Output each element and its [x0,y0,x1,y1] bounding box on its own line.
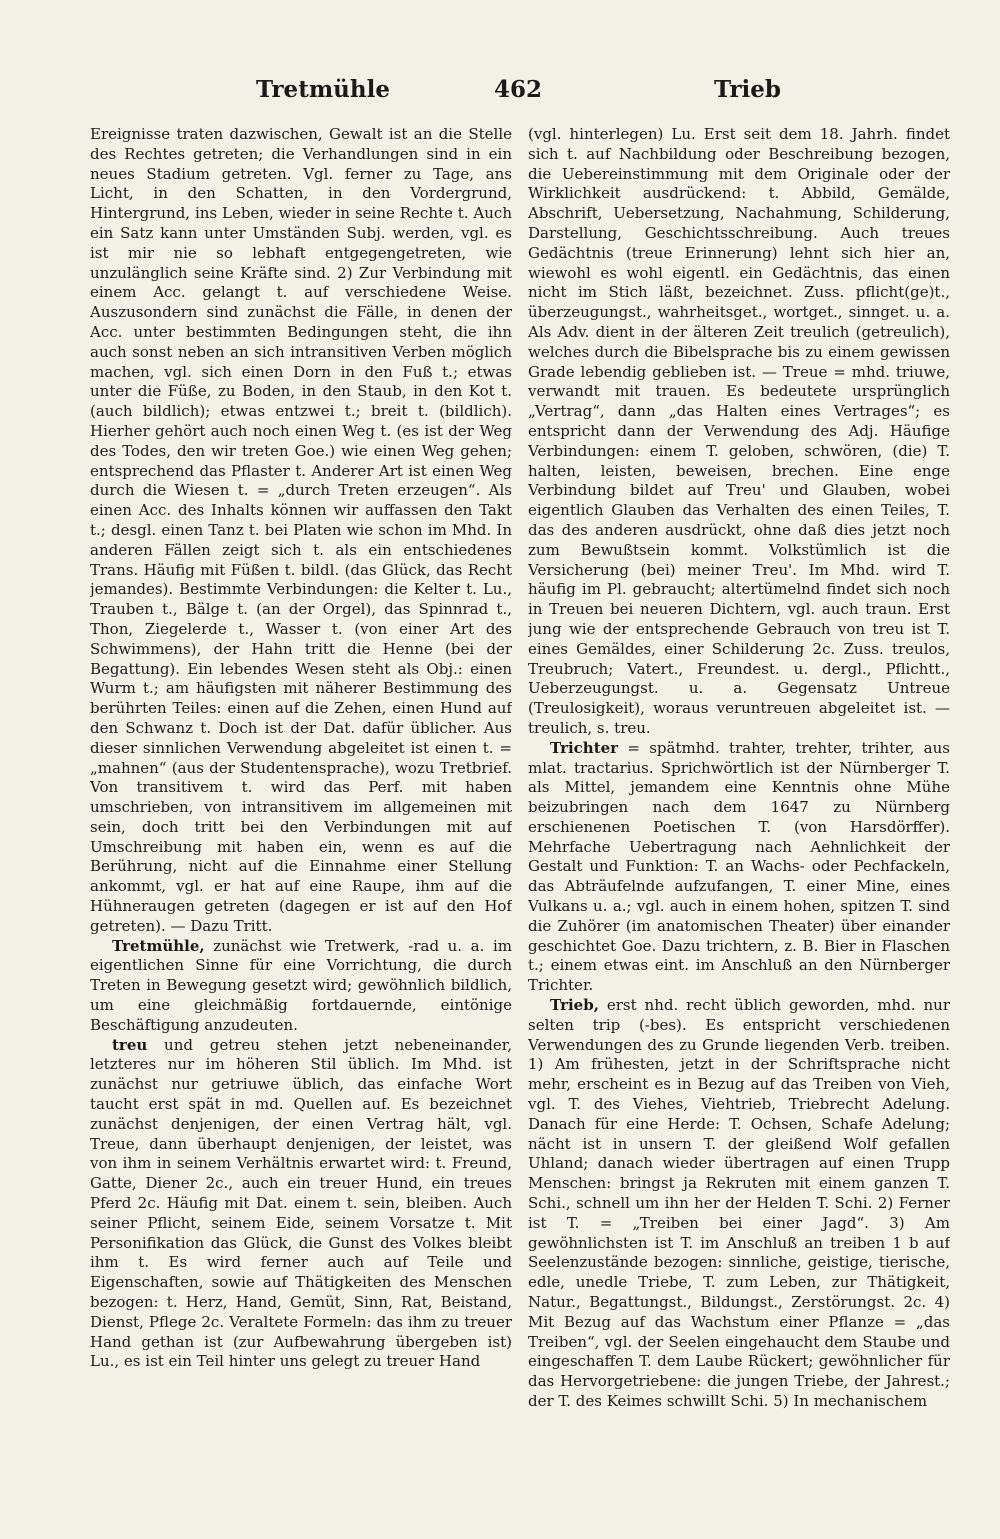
entry-lemma: Tretmühle, [112,936,205,955]
entry-tretmuehle [90,937,512,1036]
entry-text: zunächst wie Tretwerk, -rad u. a. im eigentlichen Sinne für eine Vorrichtung, die durch Treten in Bewegung gesetzt wird; gewöhnlich bildlich, um eine gleichmäßig fortdauernde, eintönige Beschäftigung anzudeuten. [90,936,512,1034]
entry-lemma: Trichter [550,738,619,757]
right-column [528,125,950,1435]
entry-trichter [528,739,950,996]
header-right-catchword: Trieb [714,76,782,103]
left-column [90,125,512,1435]
entry-continuation [90,125,512,937]
entry-treu [90,1036,512,1373]
entry-continuation [528,125,950,739]
entry-text: Ereignisse traten dazwischen, Gewalt ist an die Stelle des Rechtes getreten; die Verhandlungen sind in ein neues Stadium getreten. Vgl. ferner zu Tage, ans Licht, in den Schatten, in den Vordergrund, Hintergrund, ins Leben, wieder in seine Rechte t. Auch ein Satz kann unter Umständen Subj. werden, vgl. es ist mir nie so lebhaft entgegengetreten, wie unzulänglich seine Kräfte sind. 2) Zur Verbindung mit einem Acc. gelangt t. auf verschiedene Weise. Auszusondern sind zunächst die Fälle, in denen der Acc. unter bestimmten Bedingungen steht, die ihn auch sonst neben an sich intransitiven Verben möglich machen, vgl. sich einen Dorn in den Fuß t.; etwas unter die Füße, zu Boden, in den Staub, in den Kot t. (auch bildlich); etwas entzwei t.; breit t. (bildlich). Hierher gehört auch noch einen Weg t. (es ist der Weg des Todes, den wir treten Goe.) wie einen Weg gehen; entsprechend das Pflaster t. Anderer Art ist einen Weg durch die Wiesen t. = „durch Treten erzeugen“. Als einen Acc. des Inhalts können wir auffassen den Takt t.; desgl. einen Tanz t. bei Platen wie schon im Mhd. In anderen Fällen zeigt sich t. als ein entschiedenes Trans. Häufig mit Füßen t. bildl. (das Glück, das Recht jemandes). Bestimmte Verbindungen: die Kelter t. Lu., Trauben t., Bälge t. (an der Orgel), das Spinnrad t., Thon, Ziegelerde t., Wasser t. (von einer Art des Schwimmens), der Hahn tritt die Henne (bei der Begattung). Ein lebendes Wesen steht als Obj.: einen Wurm t.; am häufigsten mit näherer Bestimmung des berührten Teiles: einen auf die Zehen, einen Hund auf den Schwanz t. Doch ist der Dat. dafür üblicher. Aus dieser sinnlichen Verwendung abgeleitet ist einen t. = „mahnen“ (aus der Studentensprache), wozu Tretbrief. Von transitivem t. wird das Perf. mit haben umschrieben, von intransitivem im allgemeinen mit sein, doch tritt bei den Verbindungen mit auf Umschreibung mit haben ein, wenn es auf die Berührung, nicht auf die Einnahme einer Stellung ankommt, vgl. er hat auf eine Raupe, ihm auf die Hühneraugen getreten (dagegen er ist auf den Hof getreten). — Dazu Tritt. [90,125,512,935]
page-number: 462 [494,76,543,103]
entry-text: erst nhd. recht üblich geworden, mhd. nur selten trip (-bes). Es entspricht verschiedenen Verwendungen des zu Grunde liegenden Verb. treiben. 1) Am frühesten, jetzt in der Schriftsprache nicht mehr, erscheint es in Bezug auf das Treiben von Vieh, vgl. T. des Viehes, Viehtrieb, Triebrecht Adelung. Danach für eine Herde: T. Ochsen, Schafe Adelung; nächt ist in unsern T. der gleißend Wolf gefallen Uhland; danach wieder übertragen auf einen Trupp Menschen: bringst ja Rekruten mit einem ganzen T. Schi., schnell um ihn her der Helden T. Schi. 2) Ferner ist T. = „Treiben bei einer Jagd“. 3) Am gewöhnlichsten ist T. im Anschluß an treiben 1 b auf Seelenzustände bezogen: sinnliche, geistige, tierische, edle, unedle Triebe, T. zum Leben, zur Thätigkeit, Natur., Begattungst., Bildungst., Zerstörungst. 2c. 4) Mit Bezug auf das Wachstum einer Pflanze = „das Treiben“, vgl. der Seelen eingehaucht dem Staube und eingeschaffen T. dem Laube Rückert; gewöhnlicher für das Hervorgetriebene: die jungen Triebe, der Jahrest.; der T. des Keimes schwillt Schi. 5) In mechanischem [528,996,950,1410]
running-header [86,76,956,116]
entry-lemma: Trieb, [550,996,599,1015]
entry-text: = spätmhd. trahter, trehter, trihter, aus mlat. tractarius. Sprichwörtlich ist der Nürnberger T. als Mittel, jemandem eine Kenntnis ohne Mühe beizubringen nach dem 1647 zu Nürnberg erschienenen Poetischen T. (von Harsdörffer). Mehrfache Uebertragung nach Aehnlichkeit der Gestalt und Funktion: T. an Wachs- oder Pechfackeln, das Abträufelnde aufzufangen, T. einer Mine, eines Vulkans u. a.; vgl. auch in einem hohen, spitzen T. sind die Zuhörer (im anatomischen Theater) über einander geschichtet Goe. Dazu trichtern, z. B. Bier in Flaschen t.; einem etwas eint. im Anschluß an den Nürnberger Trichter. [528,738,950,995]
entry-lemma: treu [112,1035,148,1054]
entry-text: und getreu stehen jetzt nebeneinander, letzteres nur im höheren Stil üblich. Im Mhd. ist zunächst nur getriuwe üblich, das einfache Wort taucht erst spät in md. Quellen auf. Es bezeichnet zunächst denjenigen, der einen Vertrag hält, vgl. Treue, dann überhaupt denjenigen, der leistet, was von ihm in seinem Verhältnis erwartet wird: t. Freund, Gatte, Diener 2c., auch ein treuer Hund, ein treues Pferd 2c. Häufig mit Dat. einem t. sein, bleiben. Auch seiner Pflicht, seinem Eide, seinem Vorsatze t. Mit Personifikation das Glück, die Gunst des Volkes bleibt ihm t. Es wird ferner auch auf Teile und Eigenschaften, sowie auf Thätigkeiten des Menschen bezogen: t. Herz, Hand, Gemüt, Sinn, Rat, Beistand, Dienst, Pflege 2c. Veraltete Formeln: das ihm zu treuer Hand gethan ist (zur Aufbewahrung übergeben ist) Lu., es ist ein Teil hinter uns gelegt zu treuer Hand [90,1035,512,1371]
header-left-catchword: Tretmühle [256,76,390,103]
entry-trieb [528,996,950,1412]
entry-text: (vgl. hinterlegen) Lu. Erst seit dem 18. Jahrh. findet sich t. auf Nachbildung oder Beschreibung bezogen, die Uebereinstimmung mit dem Originale oder der Wirklichkeit ausdrückend: t. Abbild, Gemälde, Abschrift, Uebersetzung, Nachahmung, Schilderung, Darstellung, Geschichtsschreibung. Auch treues Gedächtnis (treue Erinnerung) lehnt sich hier an, wiewohl es wohl eigentl. ein Gedächtnis, das einen nicht im Stich läßt, bezeichnet. Zuss. pflicht(ge)t., überzeugungst., wahrheitsget., wortget., sinnget. u. a. Als Adv. dient in der älteren Zeit treulich (getreulich), welches durch die Bibelsprache bis zu einem gewissen Grade lebendig geblieben ist. — Treue = mhd. triuwe, verwandt mit trauen. Es bedeutete ursprünglich „Vertrag“, dann „das Halten eines Vertrages“; es entspricht dann der Verwendung des Adj. Häufige Verbindungen: einem T. geloben, schwören, (die) T. halten, leisten, beweisen, brechen. Eine enge Verbindung bildet auf Treu' und Glauben, wobei eigentlich Glauben das Verhalten des einen Teiles, T. das des anderen ausdrückt, ohne daß dies jetzt noch zum Bewußtsein kommt. Volkstümlich ist die Versicherung (bei) meiner Treu'. Im Mhd. wird T. häufig im Pl. gebraucht; altertümelnd findet sich noch in Treuen bei neueren Dichtern, vgl. auch traun. Erst jung wie der entsprechende Gebrauch von treu ist T. eines Gemäldes, einer Schilderung 2c. Zuss. treulos, Treubruch; Vatert., Freundest. u. dergl., Pflichtt., Ueberzeugungst. u. a. Gegensatz Untreue (Treulosigkeit), woraus veruntreuen abgeleitet ist. — treulich, s. treu. [528,125,950,737]
